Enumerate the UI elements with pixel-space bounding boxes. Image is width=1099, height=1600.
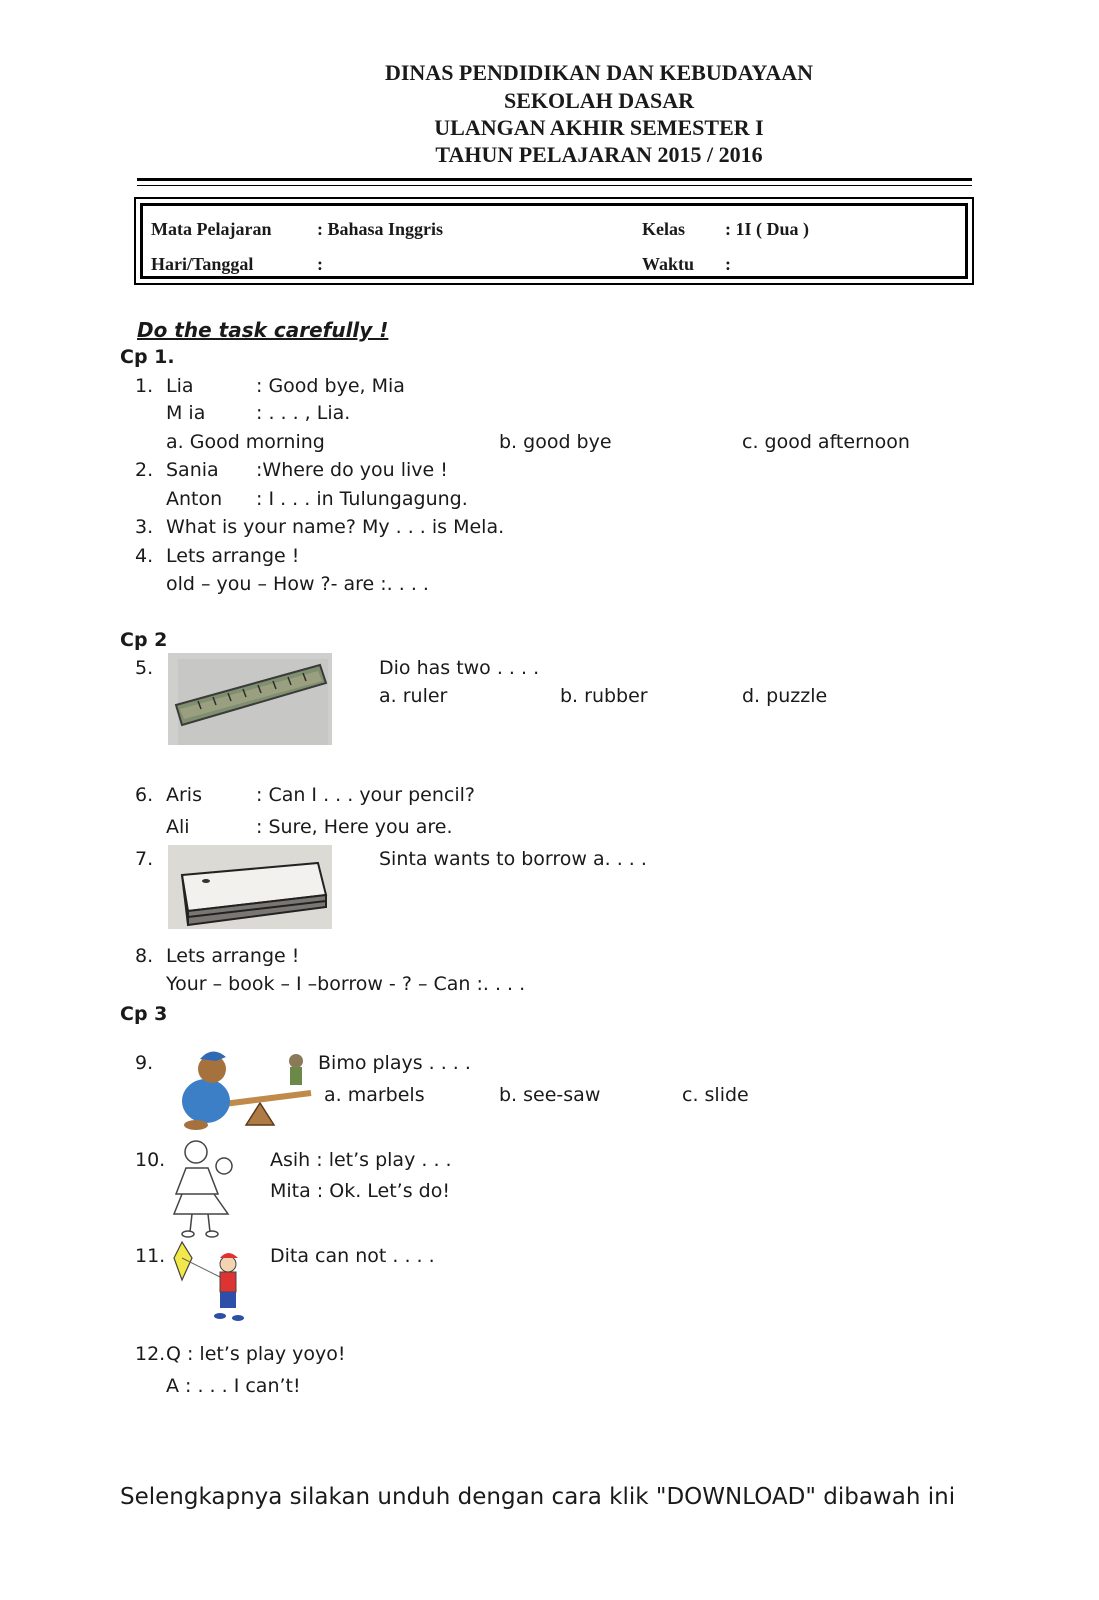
header-line-3: ULANGAN AKHIR SEMESTER I [434,115,764,140]
subject-value: : Bahasa Inggris [317,219,444,239]
q1-line-2: : . . . , Lia. [256,402,351,424]
q9-option-b: b. see-saw [499,1084,601,1106]
q8-words: Your – book – I –borrow - ? – Can :. . . . [166,973,526,995]
ruler-image [168,653,332,745]
header-line-1: DINAS PENDIDIKAN DAN KEBUDAYAAN [384,60,814,85]
q4-number: 4. [135,545,154,567]
q4-words: old – you – How ?- are :. . . . [166,573,429,595]
girl-with-doll-image [168,1136,250,1240]
q1-speaker-1: Lia [166,375,194,397]
boy-with-kite-image [172,1240,250,1326]
q3-number: 3. [135,516,154,538]
time-value: : [725,254,731,274]
header-line-2: SEKOLAH DASAR [503,88,695,113]
q1-number: 1. [135,375,154,397]
q2-speaker-2: Anton [166,488,223,510]
time-label: Waktu [642,254,695,274]
pencil-case-image [168,845,332,929]
q6-number: 6. [135,784,154,806]
section-cp2: Cp 2 [120,629,168,651]
date-label: Hari/Tanggal [151,254,254,274]
q6-speaker-1: Aris [166,784,202,806]
q6-line-1: : Can I . . . your pencil? [256,784,475,806]
section-cp1: Cp 1. [120,346,175,368]
q10-number: 10. [135,1149,166,1171]
q12-line-1: Q : let’s play yoyo! [166,1343,346,1365]
q1-line-1: : Good bye, Mia [256,375,405,397]
q2-number: 2. [135,459,154,481]
q5-option-b: b. rubber [560,685,648,707]
seesaw-image [176,1043,316,1131]
q8-text: Lets arrange ! [166,945,300,967]
q1-option-a: a. Good morning [166,431,325,453]
q5-option-d: d. puzzle [742,685,828,707]
q9-option-a: a. marbels [324,1084,425,1106]
q12-line-2: A : . . . I can’t! [166,1375,301,1397]
q1-speaker-2: M ia [166,402,206,424]
q8-number: 8. [135,945,154,967]
instruction: Do the task carefully ! [137,318,389,342]
q2-line-1: :Where do you live ! [256,459,448,481]
subject-label: Mata Pelajaran [151,219,272,239]
q3-text: What is your name? My . . . is Mela. [166,516,505,538]
q6-speaker-2: Ali [166,816,190,838]
class-label: Kelas [642,219,685,239]
q9-number: 9. [135,1052,154,1074]
q1-option-c: c. good afternoon [742,431,910,453]
q11-text: Dita can not . . . . [270,1245,435,1267]
q6-line-2: : Sure, Here you are. [256,816,453,838]
q4-text: Lets arrange ! [166,545,300,567]
q5-option-a: a. ruler [379,685,448,707]
q2-line-2: : I . . . in Tulungagung. [256,488,468,510]
info-box [134,197,974,285]
section-cp3: Cp 3 [120,1003,168,1025]
class-value: : 1I ( Dua ) [725,219,809,239]
q10-line-2: Mita : Ok. Let’s do! [270,1180,450,1202]
q7-number: 7. [135,848,154,870]
q11-number: 11. [135,1245,166,1267]
download-note: Selengkapnya silakan unduh dengan cara klik "DOWNLOAD" dibawah ini [120,1484,956,1510]
q10-line-1: Asih : let’s play . . . [270,1149,452,1171]
header-line-4: TAHUN PELAJARAN 2015 / 2016 [435,142,763,167]
q5-text: Dio has two . . . . [379,657,540,679]
q7-text: Sinta wants to borrow a. . . . [379,848,647,870]
q5-number: 5. [135,657,154,679]
q9-option-c: c. slide [682,1084,749,1106]
q9-text: Bimo plays . . . . [318,1052,471,1074]
header-rule-thin [137,185,972,186]
q2-speaker-1: Sania [166,459,219,481]
q12-number: 12. [135,1343,166,1365]
header-rule-thick [137,178,972,181]
q1-option-b: b. good bye [499,431,612,453]
date-value: : [317,254,323,274]
